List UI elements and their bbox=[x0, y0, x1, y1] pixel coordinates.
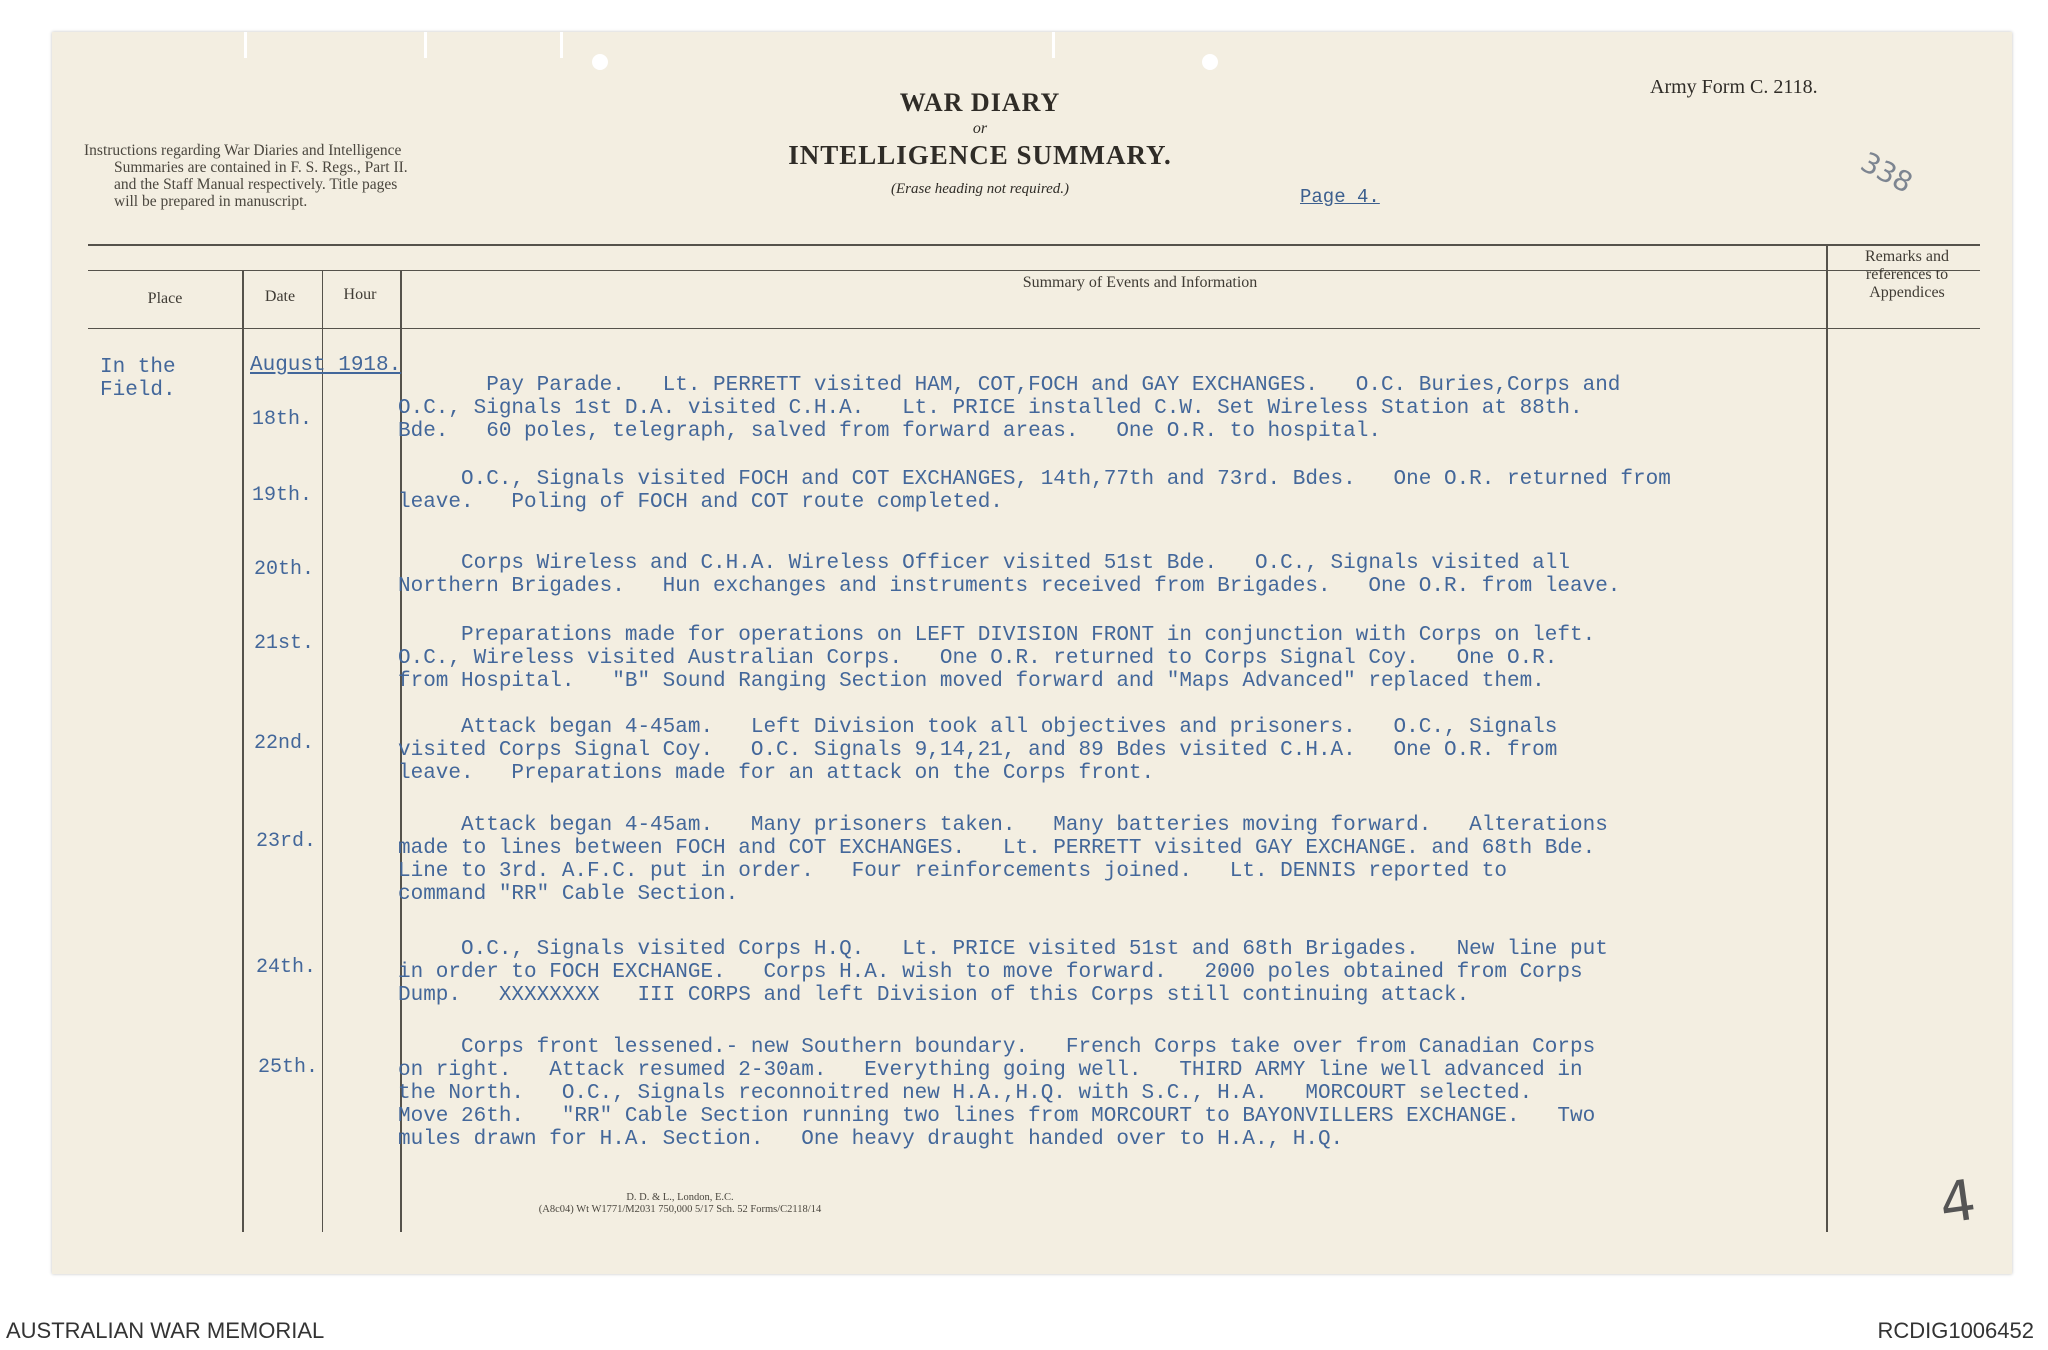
punch-hole bbox=[592, 54, 608, 70]
entry-text: Attack began 4-45am. Left Division took all objectives and prisoners. O.C., Signals visited Corps Signal Coy. O.C. Signals 9,14,21, and 89 Bdes visited C.H.A. One O.R. from leave. Preparations made for an attack on the Corps front. bbox=[398, 716, 1558, 785]
army-form-number: Army Form C. 2118. bbox=[1650, 76, 1818, 98]
column-header-place: Place bbox=[147, 290, 183, 307]
table-top-rule-thin bbox=[88, 270, 1980, 271]
handwritten-folio-number: 338 bbox=[1855, 145, 1919, 200]
entry-date: 19th. bbox=[252, 484, 313, 507]
column-divider bbox=[242, 270, 244, 1232]
column-header-remarks: Remarks and references to Appendices bbox=[1865, 248, 1949, 301]
binding-nick bbox=[560, 32, 563, 58]
form-title bbox=[730, 88, 1230, 198]
title-or: or bbox=[972, 120, 988, 137]
archive-name: AUSTRALIAN WAR MEMORIAL bbox=[6, 1318, 325, 1343]
erase-note: (Erase heading not required.) bbox=[890, 181, 1070, 197]
pencil-mark: 4 bbox=[1935, 1167, 1980, 1238]
entry-date: 24th. bbox=[256, 956, 317, 979]
entry-text: O.C., Signals visited FOCH and COT EXCHANGES, 14th,77th and 73rd. Bdes. One O.R. returned from leave. Poling of FOCH and COT route completed. bbox=[398, 468, 1671, 514]
column-header-date: Date bbox=[264, 288, 296, 305]
instruction-line: Summaries are contained in F. S. Regs., Part II. bbox=[114, 159, 408, 176]
entry-text: Attack began 4-45am. Many prisoners taken. Many batteries moving forward. Alterations made to lines between FOCH and COT EXCHANGES. Lt. PERRETT visited GAY EXCHANGE. and 68th Bde. Line to 3rd. A.F.C. put in order. Four reinforcements joined. Lt. DENNIS reported to command "RR" Cable Section. bbox=[398, 814, 1608, 906]
entry-text: Corps Wireless and C.H.A. Wireless Officer visited 51st Bde. O.C., Signals visited all Northern Brigades. Hun exchanges and instruments received from Brigades. One O.R. from leave. bbox=[398, 552, 1621, 598]
title-intelligence-summary: INTELLIGENCE SUMMARY. bbox=[788, 140, 1172, 170]
place-entry: In the Field. bbox=[100, 356, 176, 402]
entry-date: 22nd. bbox=[254, 732, 315, 755]
instruction-line: Instructions regarding War Diaries and Intelligence bbox=[84, 142, 402, 159]
column-header-summary: Summary of Events and Information bbox=[1022, 274, 1258, 291]
entry-date: 18th. bbox=[252, 408, 313, 431]
entry-text: Preparations made for operations on LEFT DIVISION FRONT in conjunction with Corps on left. O.C., Wireless visited Australian Corps. One O.R. returned to Corps Signal Coy. One O.R. from Hospital. "B" Sound Ranging Section moved forward and "Maps Advanced" replaced them. bbox=[398, 624, 1596, 693]
entry-text: Corps front lessened.- new Southern boundary. French Corps take over from Canadian Corps on right. Attack resumed 2-30am. Everything going well. THIRD ARMY line well advanced in the North. O.C., Signals reconnoitred new H.A.,H.Q. with S.C., H.A. MORCOURT selected. Move 26th. "RR" Cable Section running two lines from MORCOURT to BAYONVILLERS EXCHANGE. Two mules drawn for H.A. Section. One heavy draught handed over to H.A., H.Q. bbox=[398, 1036, 1596, 1151]
instruction-line: will be prepared in manuscript. bbox=[114, 193, 308, 210]
entry-date: 23rd. bbox=[256, 830, 317, 853]
instruction-line: and the Staff Manual respectively. Title pages bbox=[114, 176, 398, 193]
binding-nick bbox=[244, 32, 247, 58]
column-divider bbox=[1826, 244, 1828, 1232]
table-top-rule bbox=[88, 244, 1980, 246]
column-header-hour: Hour bbox=[343, 286, 377, 303]
entry-text: O.C., Signals visited Corps H.Q. Lt. PRICE visited 51st and 68th Brigades. New line put in order to FOCH EXCHANGE. Corps H.A. wish to move forward. 2000 poles obtained from Corps Dump. XXXXXXXX III CORPS and left Division of this Corps still continuing attack. bbox=[398, 938, 1608, 1007]
header-bottom-rule bbox=[88, 328, 1980, 329]
printer-imprint bbox=[470, 1192, 890, 1216]
month-heading: August 1918. bbox=[250, 354, 402, 377]
punch-hole bbox=[1202, 54, 1218, 70]
page-number: Page 4. bbox=[1300, 186, 1380, 208]
binding-nick bbox=[424, 32, 427, 58]
entry-date: 25th. bbox=[258, 1056, 319, 1079]
archive-id: RCDIG1006452 bbox=[1877, 1318, 2034, 1343]
column-divider bbox=[322, 270, 323, 1232]
entry-date: 21st. bbox=[254, 632, 315, 655]
imprint-line: (A8c04) Wt W1771/M2031 750,000 5/17 Sch. 52 Forms/C2118/14 bbox=[538, 1204, 822, 1215]
entry-date: 20th. bbox=[254, 558, 315, 581]
title-war-diary: WAR DIARY bbox=[899, 88, 1061, 117]
entry-text: Pay Parade. Lt. PERRETT visited HAM, COT,FOCH and GAY EXCHANGES. O.C. Buries,Corps and O.C., Signals 1st D.A. visited C.H.A. Lt. PRICE installed C.W. Set Wireless Station at 88th. Bde. 60 poles, telegraph, salved from forward areas. One O.R. to hospital. bbox=[398, 374, 1621, 443]
form-instructions bbox=[84, 142, 564, 210]
binding-nick bbox=[1052, 32, 1055, 58]
imprint-line: D. D. & L., London, E.C. bbox=[626, 1192, 734, 1203]
